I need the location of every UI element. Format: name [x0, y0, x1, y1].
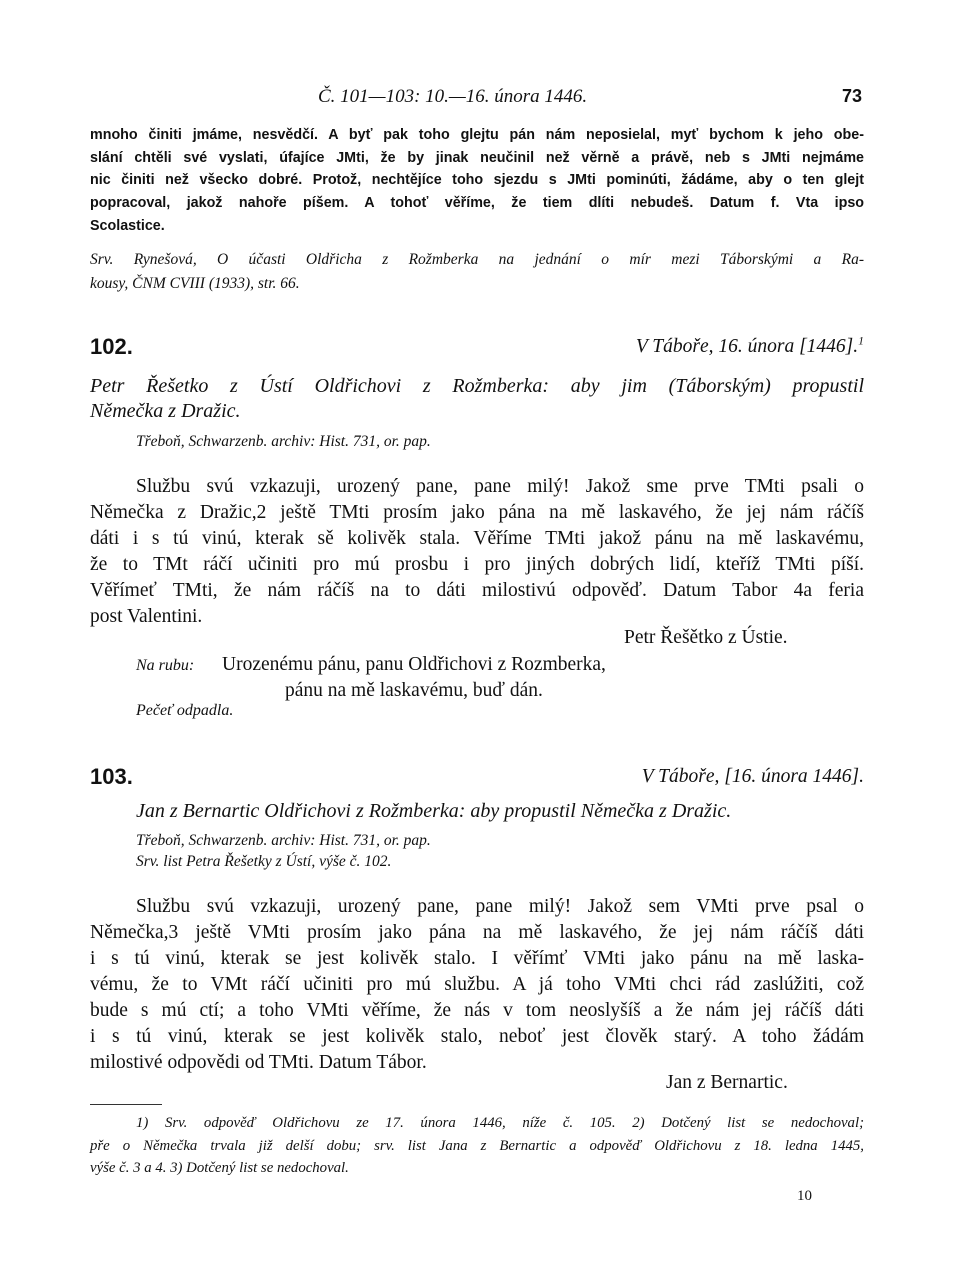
running-title: Č. 101—103: 10.—16. února 1446.: [318, 86, 588, 107]
text-line: Němečka,3 ještě VMti prosím jako pána na mě laskavého, že jej nám ráčíš dáti: [90, 922, 864, 943]
doc103-text: [90, 894, 864, 1076]
text-line: slání chtěli své vyslati, úfajíce JMti, že by jinak neučinil než věrně a právě, neb s JMti nejmáme: [90, 149, 864, 166]
footnote-rule: [90, 1104, 162, 1105]
title-line: Němečka z Dražic.: [90, 400, 241, 422]
doc-number: 102.: [90, 334, 133, 359]
text-line: milostivé odpovědi od TMti. Datum Tábor.: [90, 1052, 427, 1073]
footnote-line: pře o Němečka trvala již delší dobu; srv. list Jana z Bernartic a odpověď Oldřichovu z 18. ledna 1445,: [90, 1137, 864, 1154]
text-line: Scolastice.: [90, 217, 165, 234]
place-date-text: V Táboře, 16. února [1446].: [635, 336, 859, 357]
text-line: Němečka z Dražic,2 ještě TMti prosím jako pána na mě laskavého, že jej nám ráčíš: [90, 502, 864, 523]
doc-number: 103.: [90, 764, 133, 789]
text-line: Věřímeť TMti, že nám ráčíš na to dáti milostivú odpověď. Datum Tabor 4a feria: [90, 580, 864, 601]
reference-line: kousy, ČNM CVIII (1933), str. 66.: [90, 275, 300, 292]
signature-mark: 10: [797, 1188, 812, 1204]
title-line: Petr Řešetko z Ústí Oldřichovi z Rožmberka: aby jim (Táborským) propustil: [90, 375, 864, 397]
seal-note: Pečeť odpadla.: [136, 702, 234, 719]
dorsum-address: pánu na mě laskavému, buď dán.: [285, 680, 543, 701]
reference-line: Srv. Rynešová, O účasti Oldřicha z Rožmberka na jednání o mír mezi Táborskými a Ra-: [90, 251, 864, 268]
doc102-title: [90, 374, 864, 424]
doc101-reference: [90, 248, 864, 296]
signature: Petr Řešětko z Ústie.: [624, 627, 788, 648]
text-line: i s tú vinú, kterak se jest kolivěk stalo. I věřímť VMti jako pánu na mě laska-: [90, 948, 864, 969]
archive-note: Třeboň, Schwarzenb. archiv: Hist. 731, or. pap.: [136, 832, 431, 849]
archive-note: Třeboň, Schwarzenb. archiv: Hist. 731, or. pap.: [136, 433, 431, 450]
text-line: že to TMt ráčí učiniti pro mú prosbu i pro jiných dobrých lidí, kteříž TMti píší.: [90, 554, 864, 575]
footnote-line: 1) Srv. odpověď Oldřichovu ze 17. února 1446, níže č. 105. 2) Dotčený list se nedochoval;: [136, 1115, 864, 1131]
text-line: bude s mú ctí; a toho VMti věříme, že nás v tom neoslyšíš a že nám jej ráčíš dáti: [90, 1000, 864, 1021]
doc102-text: [90, 474, 864, 630]
text-line: Službu svú vzkazuji, urozený pane, pane milý! Jakož sem VMti prve psal o: [136, 896, 864, 917]
text-line: Službu svú vzkazuji, urozený pane, pane milý! Jakož sme prve TMti psali o: [136, 476, 864, 497]
text-line: popracoval, jakož nahoře píšem. A tohoť věříme, že tiem dlíti nebudeš. Datum f. Vta ipso: [90, 195, 864, 212]
reference-note: Srv. list Petra Řešetky z Ústí, výše č. 102.: [136, 853, 392, 870]
signature: Jan z Bernartic.: [666, 1072, 788, 1093]
dorsum-label: Na rubu:: [136, 657, 195, 674]
place-date: V Táboře, [16. února 1446].: [641, 766, 864, 787]
text-line: mnoho činiti jmáme, nesvědčí. A byť pak toho glejtu pán nám neposielal, myť bychom k jeho obe-: [90, 127, 864, 143]
doc103-title: Jan z Bernartic Oldřichovi z Rožmberka: aby propustil Němečka z Dražic.: [136, 800, 732, 822]
text-line: post Valentini.: [90, 606, 203, 627]
doc101-text: [90, 124, 864, 238]
dorsum-address: Urozenému pánu, panu Oldřichovi z Rozmberka,: [222, 654, 606, 675]
text-line: nic činiti než všecko dobré. Protož, nechtějíce toho sjezdu s JMti pominúti, žádáme, aby o ten glejt: [90, 172, 864, 189]
footnotes: [90, 1112, 864, 1180]
page-number: 73: [842, 86, 863, 106]
text-line: vému, že to VMt ráčí učiniti pro mú službu. A já toho VMti chci rád zaslúžiti, což: [90, 974, 864, 995]
footnote-line: výše č. 3 a 4. 3) Dotčený list se nedochoval.: [90, 1160, 349, 1176]
text-line: i s tú vinú, kterak se jest kolivěk stalo, neboť jest člověk starý. A toho žádám: [90, 1026, 864, 1047]
place-date: [636, 336, 864, 358]
footnote-ref: 1: [858, 334, 864, 348]
text-line: dáti i s tú vinú, kterak sě kolivěk stala. Věříme TMti jakož pánu na mě laskavému,: [90, 528, 864, 549]
